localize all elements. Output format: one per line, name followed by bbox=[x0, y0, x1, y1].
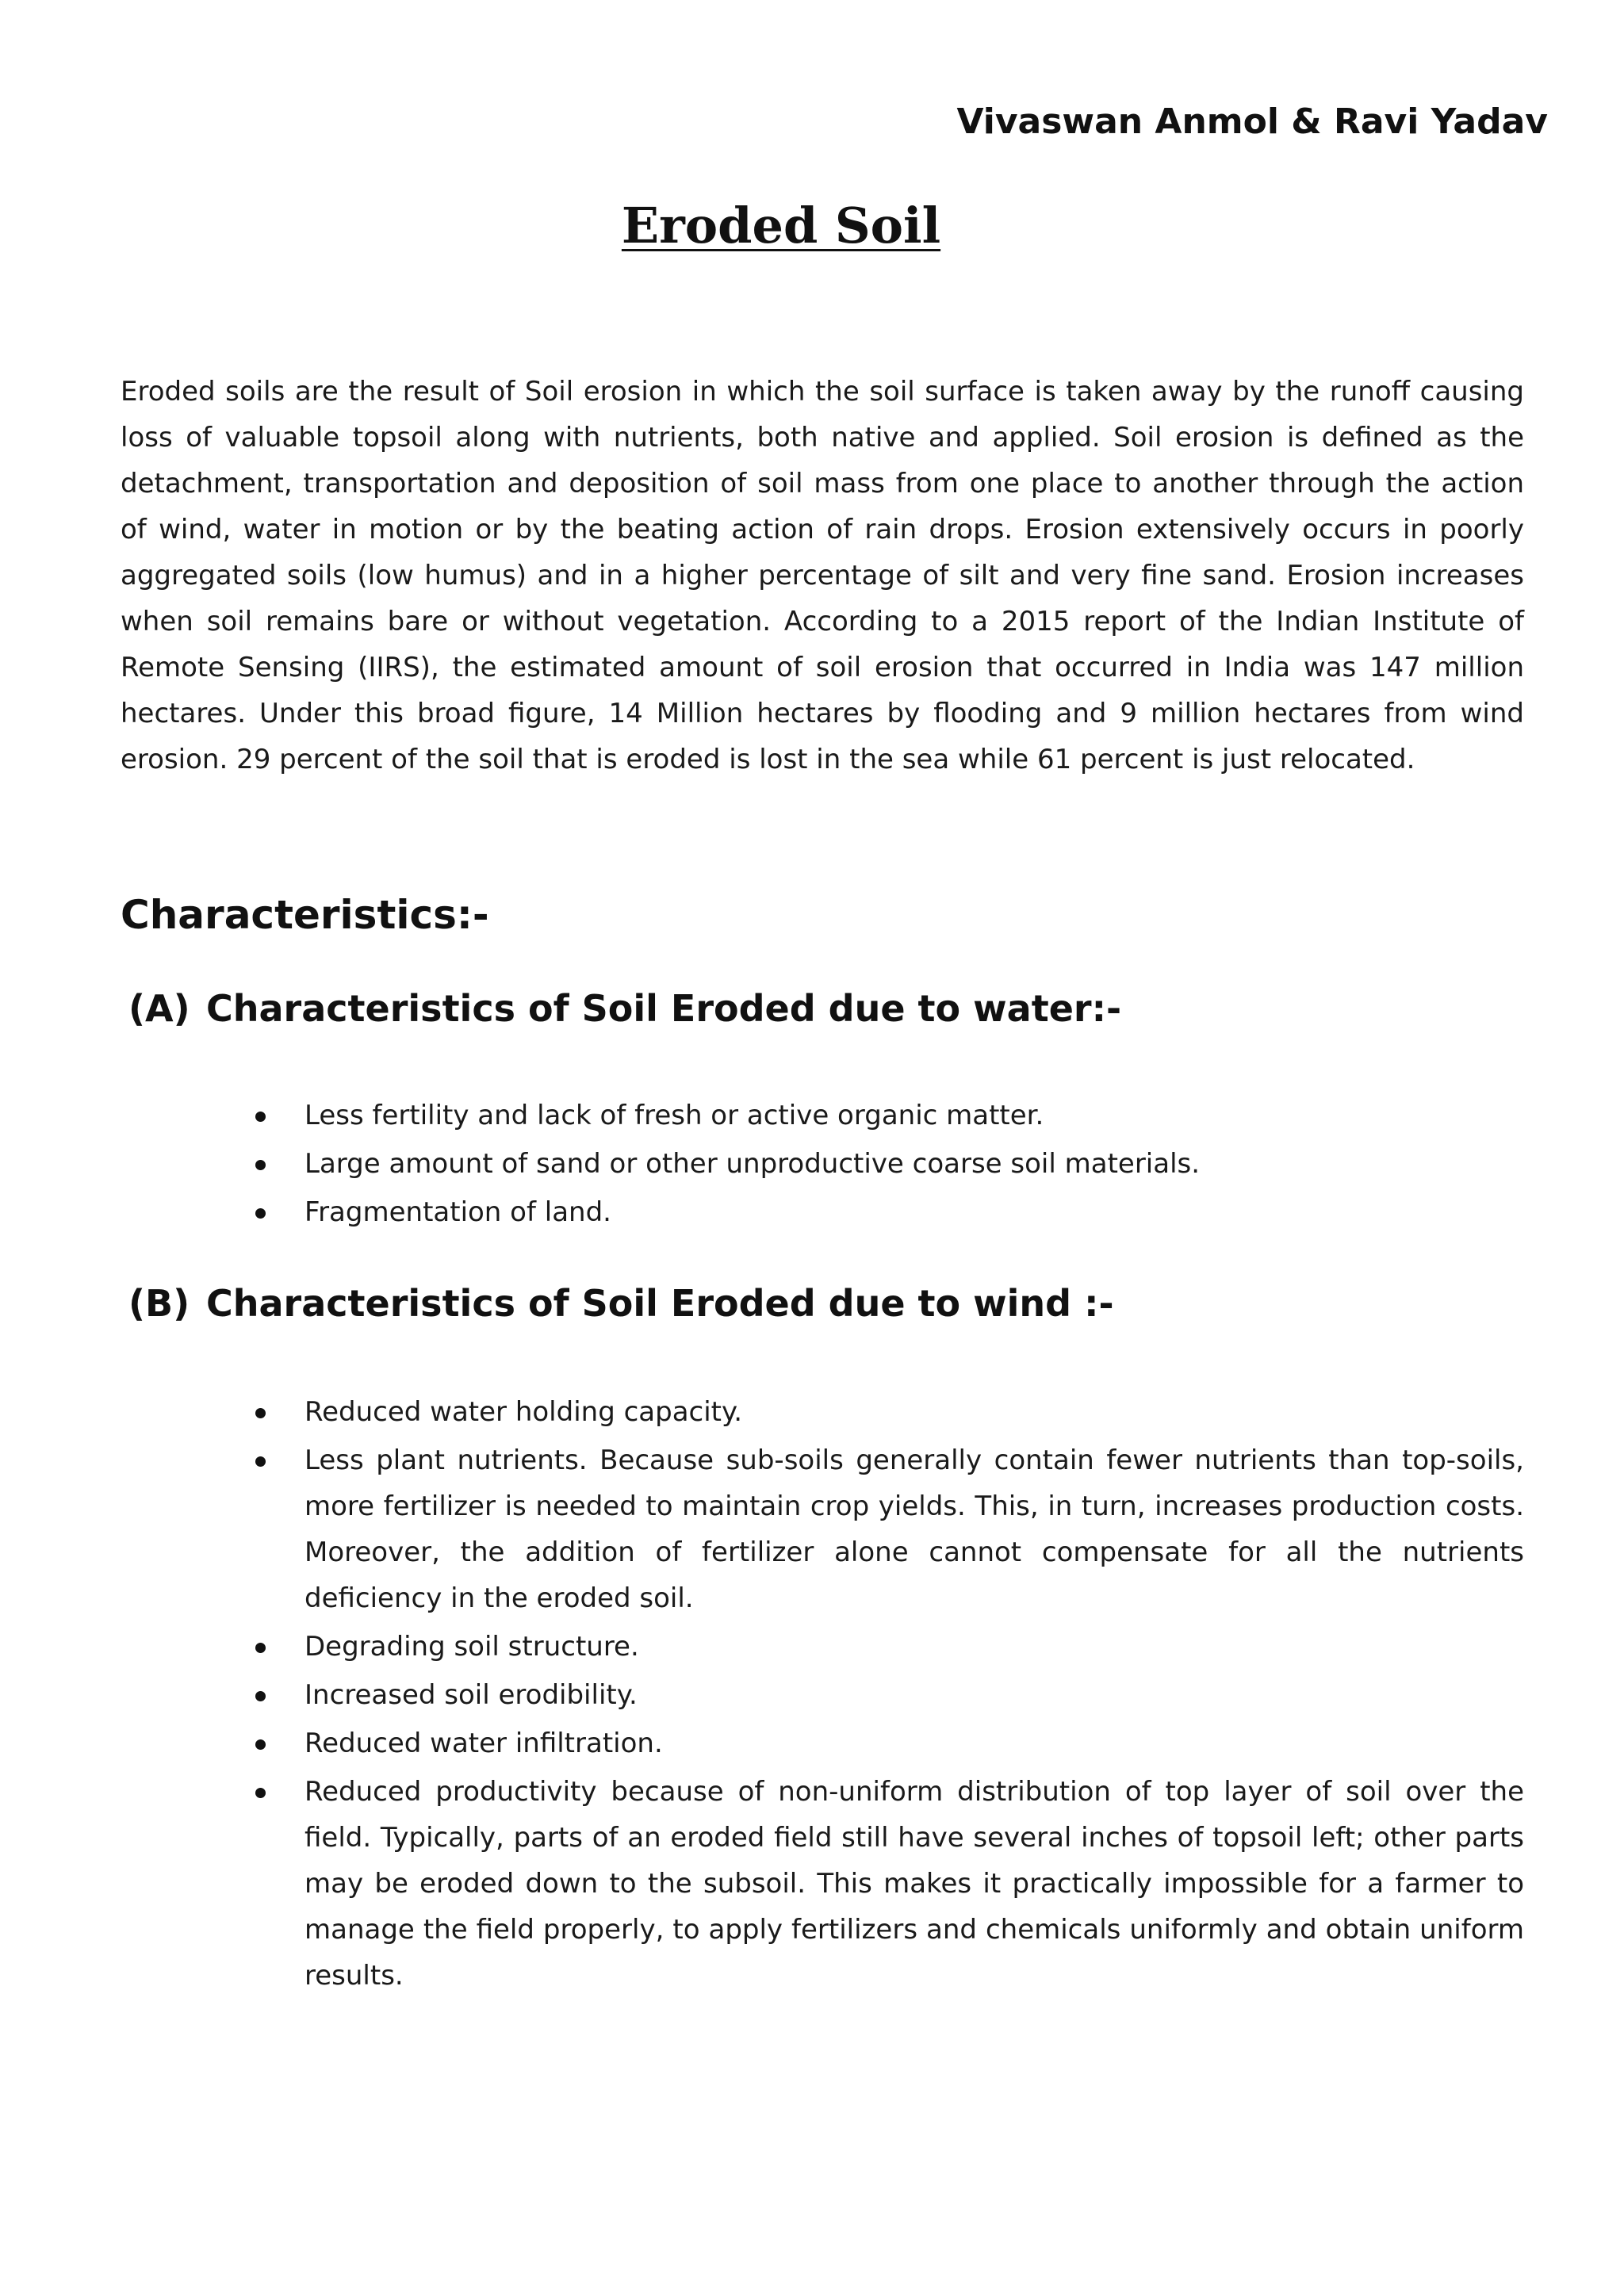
list-item-text: Reduced water holding capacity. bbox=[304, 1396, 743, 1428]
list-item bbox=[304, 1769, 1524, 1999]
list-item bbox=[304, 1389, 1524, 1435]
section-b-heading bbox=[128, 1282, 1114, 1325]
list-item-text: Fragmentation of land. bbox=[304, 1196, 611, 1228]
bullet-icon bbox=[255, 1788, 266, 1798]
authors-line: Vivaswan Anmol & Ravi Yadav bbox=[956, 101, 1548, 142]
list-item bbox=[304, 1093, 1524, 1138]
list-item bbox=[304, 1720, 1524, 1766]
list-item-text: Less plant nutrients. Because sub-soils generally contain fewer nutrients than top-soils, more fertilizer is needed to maintain crop yields. This, in turn, increases production costs. Moreover, the addition of fertilizer alone cannot compensate for all the nutrients deficiency in the eroded soil. bbox=[304, 1445, 1524, 1614]
section-a-title: Characteristics of Soil Eroded due to water:- bbox=[206, 987, 1122, 1030]
list-item-text: Reduced water infiltration. bbox=[304, 1728, 663, 1759]
bullet-icon bbox=[255, 1456, 266, 1467]
bullet-icon bbox=[255, 1643, 266, 1653]
water-erosion-list bbox=[304, 1093, 1524, 1238]
list-item bbox=[304, 1189, 1524, 1235]
intro-paragraph: Eroded soils are the result of Soil erosion in which the soil surface is taken away by the runoff causing loss of valuable topsoil along with nutrients, both native and applied. Soil erosion is defined as the detachment, transportation and deposition of soil mass from one place to another through the action of wind, water in motion or by the beating action of rain drops. Erosion extensively occurs in poorly aggregated soils (low humus) and in a higher percentage of silt and very fine sand. Erosion increases when soil remains bare or without vegetation. According to a 2015 report of the Indian Institute of Remote Sensing (IIRS), the estimated amount of soil erosion that occurred in India was 147 million hectares. Under this broad figure, 14 Million hectares by flooding and 9 million hectares from wind erosion. 29 percent of the soil that is eroded is lost in the sea while 61 percent is just relocated. bbox=[121, 376, 1524, 775]
bullet-icon bbox=[255, 1691, 266, 1701]
section-b-label: (B) bbox=[128, 1282, 190, 1325]
list-item-text: Degrading soil structure. bbox=[304, 1631, 639, 1663]
characteristics-heading: Characteristics:- bbox=[121, 892, 489, 938]
list-item bbox=[304, 1672, 1524, 1718]
bullet-icon bbox=[255, 1160, 266, 1170]
section-a-heading bbox=[128, 987, 1121, 1030]
list-item-text: Reduced productivity because of non-uniform distribution of top layer of soil over the field. Typically, parts of an eroded field still have several inches of topsoil left; other parts may be eroded down to the subsoil. This makes it practically impossible for a farmer to manage the field properly, to apply fertilizers and chemicals uniformly and obtain uniform results. bbox=[304, 1776, 1524, 1992]
page-title: Eroded Soil bbox=[621, 197, 941, 254]
bullet-icon bbox=[255, 1408, 266, 1418]
section-a-label: (A) bbox=[128, 987, 190, 1030]
list-item bbox=[304, 1141, 1524, 1187]
list-item bbox=[304, 1437, 1524, 1621]
bullet-icon bbox=[255, 1112, 266, 1122]
section-b-title: Characteristics of Soil Eroded due to wind :- bbox=[206, 1282, 1114, 1325]
bullet-icon bbox=[255, 1208, 266, 1219]
list-item bbox=[304, 1624, 1524, 1670]
list-item-text: Increased soil erodibility. bbox=[304, 1679, 638, 1711]
wind-erosion-list bbox=[304, 1389, 1524, 2001]
bullet-icon bbox=[255, 1739, 266, 1750]
list-item-text: Large amount of sand or other unproductive coarse soil materials. bbox=[304, 1148, 1201, 1180]
list-item-text: Less fertility and lack of fresh or active organic matter. bbox=[304, 1100, 1044, 1131]
